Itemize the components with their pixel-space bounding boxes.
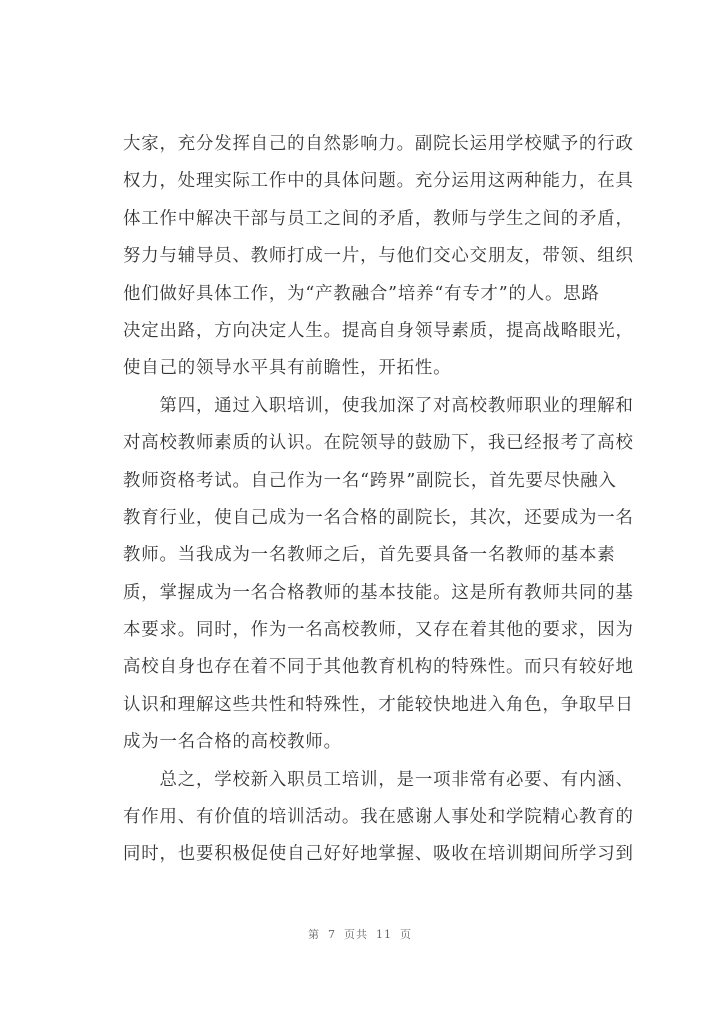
text-line: 教师。当我成为一名教师之后，首先要具备一名教师的基本素: [123, 545, 616, 566]
footer-suffix: 页: [400, 928, 412, 941]
total-page-count: 11: [376, 928, 392, 941]
footer-middle: 页共: [344, 928, 368, 941]
text-line: 权力，处理实际工作中的具体问题。充分运用这两种能力，在具: [123, 171, 634, 192]
page-footer: [0, 926, 720, 942]
text-line: 使自己的领导水平具有前瞻性，开拓性。: [123, 358, 452, 379]
text-line: 大家，充分发挥自己的自然影响力。副院长运用学校赋予的行政: [123, 134, 634, 154]
text-line: 他们做好具体工作，为“产教融合”培养“有专才”的人。思路: [123, 283, 600, 304]
text-line: 总之，学校新入职员工培训，是一项非常有必要、有内涵、: [123, 769, 634, 790]
text-line: 努力与辅导员、教师打成一片，与他们交心交朋友，带领、组织: [123, 246, 634, 267]
text-line: 同时，也要积极促使自己好好地掌握、吸收在培训期间所学习到: [123, 844, 634, 865]
footer-prefix: 第: [308, 928, 320, 941]
text-line: 本要求。同时，作为一名高校教师，又存在着其他的要求，因为: [123, 620, 634, 641]
text-line: 高校自身也存在着不同于其他教育机构的特殊性。而只有较好地: [123, 657, 634, 678]
text-line: 体工作中解决干部与员工之间的矛盾，教师与学生之间的矛盾，: [123, 208, 634, 229]
text-line: 决定出路，方向决定人生。提高自身领导素质，提高战略眼光，: [123, 320, 634, 341]
text-line: 教育行业，使自己成为一名合格的副院长，其次，还要成为一名: [123, 507, 634, 528]
text-line: 认识和理解这些共性和特殊性，才能较快地进入角色，争取早日: [123, 694, 634, 715]
text-line: 质，掌握成为一名合格教师的基本技能。这是所有教师共同的基: [123, 582, 634, 603]
text-line: 成为一名合格的高校教师。: [123, 732, 342, 753]
body-text: [123, 126, 634, 874]
text-line: 对高校教师素质的认识。在院领导的鼓励下，我已经报考了高校: [123, 433, 634, 454]
current-page-number: 7: [328, 928, 336, 941]
text-line: 第四，通过入职培训，使我加深了对高校教师职业的理解和: [123, 395, 634, 416]
text-line: 有作用、有价值的培训活动。我在感谢人事处和学院精心教育的: [123, 807, 634, 828]
text-line: 教师资格考试。自己作为一名“跨界”副院长，首先要尽快融入: [123, 470, 617, 491]
